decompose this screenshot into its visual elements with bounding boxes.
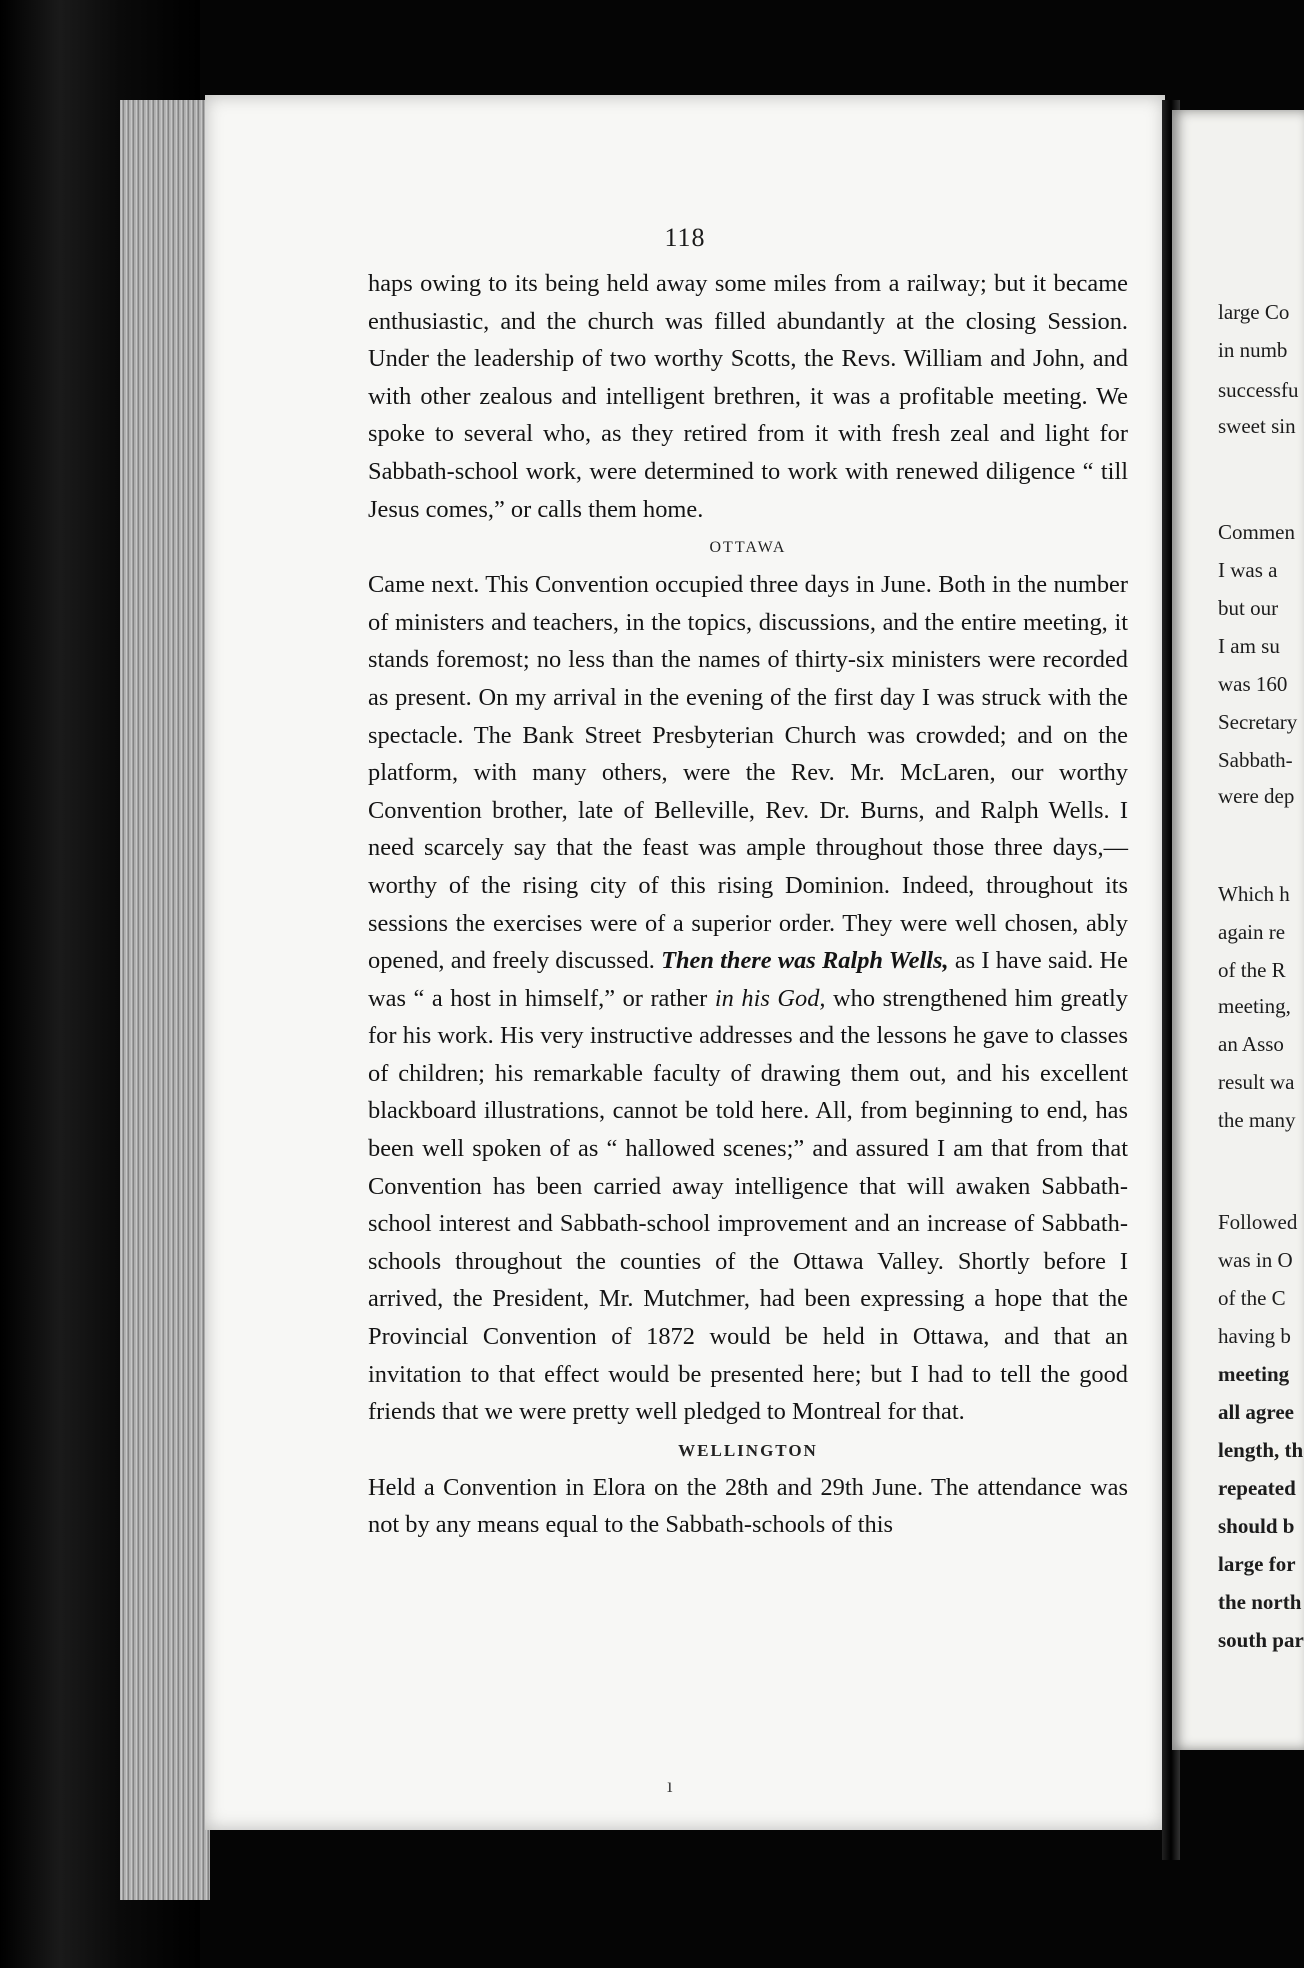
paragraph-wellington: Held a Convention in Elora on the 28th and 29th June. The attendance was not by any means equal to the Sabbath-schools of this xyxy=(368,1473,1128,1539)
heading-wellington: WELLINGTON xyxy=(678,1440,818,1460)
paragraph-ottawa-text-3: who strengthened him greatly for his work. His very instructive addresses and the lessons he gave to classes of children; his remarkable faculty of drawing them out, and his excellent blackboard illustrations, cannot be told here. All, from beginning to end, has been well spoken of as “ hallowed scenes;” and assured I am that from that Convention has been carried away intelligence that will awaken Sabbath-school interest and Sabbath-school improvement and an increase of Sabbath-schools throughout the counties of the Ottawa Valley. Shortly before I arrived, the President, Mr. Mutchmer, had been expressing a hope that the Provincial Convention of 1872 would be held in Ottawa, and that an invitation to that effect would be presented here; but I had to tell the good friends that we were pretty well pledged to Montreal for that. xyxy=(368,984,1128,1426)
right-page-line: was in O xyxy=(1218,1248,1293,1272)
right-page-line: all agree xyxy=(1218,1400,1295,1424)
right-page-line: again re xyxy=(1218,920,1286,944)
paragraph-ottawa xyxy=(368,566,1128,1431)
right-page-fragment xyxy=(1172,110,1304,1750)
right-page-line: should b xyxy=(1218,1514,1295,1538)
right-page-line: Secretary xyxy=(1218,710,1298,734)
right-page-line: large for xyxy=(1218,1552,1296,1576)
heading-ottawa: OTTAWA xyxy=(709,539,787,557)
paragraph-ottawa-text: Came next. This Convention occupied three days in June. Both in the number of ministers and teachers, in the topics, discussions, and the entire meeting, it stands foremost; no less than the names of thirty-six ministers were recorded as present. On my arrival in the evening of the first day I was struck with the spectacle. The Bank Street Presbyterian Church was crowded; and on the platform, with many others, were the Rev. Mr. McLaren, our worthy Convention brother, late of Belleville, Rev. Dr. Burns, and Ralph Wells. I need scarcely say that the feast was ample throughout those three days,—worthy of the rising city of this rising Dominion. Indeed, throughout its sessions the exercises were of a superior order. They were well chosen, ably opened, and freely discussed. xyxy=(368,571,1128,975)
right-page-line: Commen xyxy=(1218,520,1295,544)
right-page-line: the many xyxy=(1218,1108,1296,1132)
right-page-line: Which h xyxy=(1218,882,1290,906)
text-column xyxy=(368,265,1128,1544)
right-page-line: Followed xyxy=(1218,1210,1298,1234)
right-page-line: an Asso xyxy=(1218,1032,1284,1056)
right-page-line: repeated xyxy=(1218,1476,1296,1500)
italic-in-his-god: in his God, xyxy=(714,984,826,1012)
right-page-line: having b xyxy=(1218,1324,1291,1348)
right-page-line: large Co xyxy=(1218,300,1290,324)
right-page-line: of the C xyxy=(1218,1286,1286,1310)
right-page-line: result wa xyxy=(1218,1070,1295,1094)
page-number: 118 xyxy=(664,223,706,252)
right-page-line: Sabbath- xyxy=(1218,748,1293,772)
right-page-line: I am su xyxy=(1218,634,1280,658)
right-page-line: I was a xyxy=(1218,558,1278,582)
right-page-line: meeting, xyxy=(1218,994,1291,1018)
right-page-line: of the R xyxy=(1218,958,1286,982)
book-page-edges xyxy=(120,100,210,1900)
right-page-line: sweet sin xyxy=(1218,414,1296,438)
right-page-line: in numb xyxy=(1218,338,1288,362)
italic-ralph-wells: Then there was Ralph Wells, xyxy=(661,947,949,975)
left-page xyxy=(205,95,1165,1830)
right-page-line: meeting xyxy=(1218,1362,1290,1386)
right-page-line: were dep xyxy=(1218,784,1295,808)
right-page-line: but our xyxy=(1218,596,1279,620)
paragraph-intro: haps owing to its being held away some miles from a railway; but it became enthusiastic, and the church was filled abundantly at the closing Session. Under the leadership of two worthy Scotts, the Revs. William and John, and with other zealous and intelligent brethren, it was a profitable meeting. We spoke to several who, as they retired from it with fresh zeal and light for Sabbath-school work, were determined to work with renewed diligence “ till Jesus comes,” or calls them home. xyxy=(368,270,1128,523)
right-page-line: the north xyxy=(1218,1590,1302,1614)
paragraph-ottawa-text-2: as I have said. He was “ a host in himself,” or rather xyxy=(368,947,1128,1012)
right-page-line: successfu xyxy=(1218,378,1299,402)
right-page-line: was 160 xyxy=(1218,672,1288,696)
right-page-line: length, th xyxy=(1218,1438,1304,1462)
right-page-line: south par xyxy=(1218,1628,1304,1652)
page-speck: ı xyxy=(667,1775,673,1797)
